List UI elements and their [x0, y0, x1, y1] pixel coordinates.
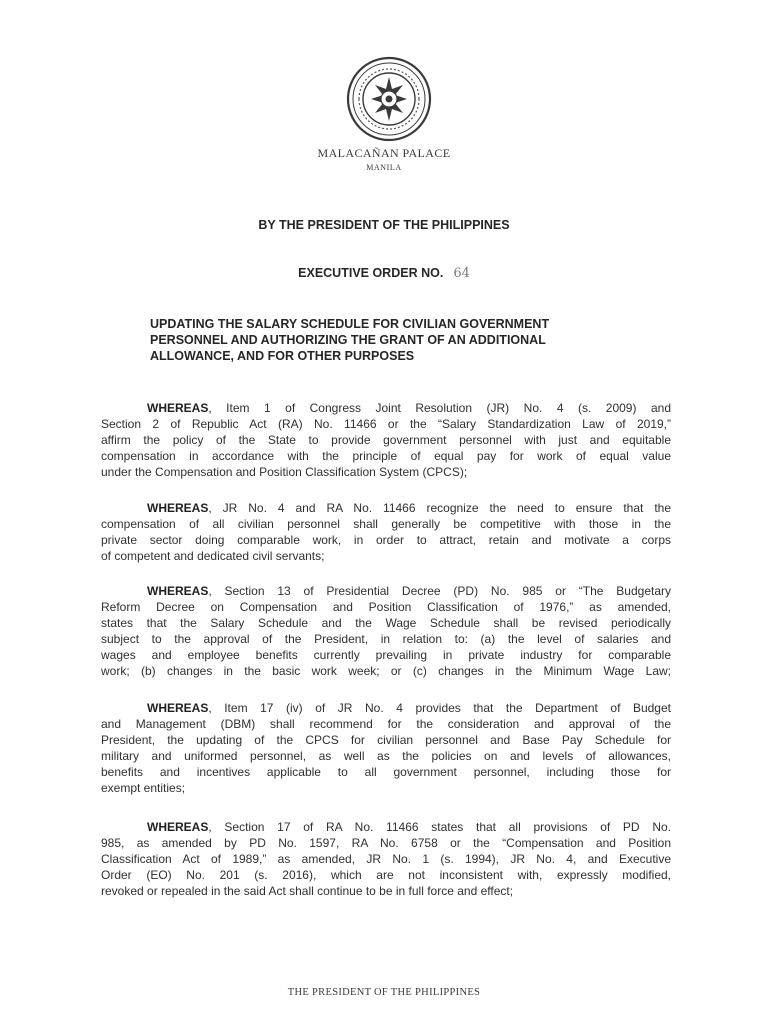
clause-line — [101, 500, 671, 516]
palace-city: MANILA — [366, 163, 402, 172]
palace-name: MALACAÑAN PALACE — [317, 146, 451, 160]
subject-line: PERSONNEL AND AUTHORIZING THE GRANT OF AN ADDITIONAL — [150, 333, 546, 347]
clause-line: under the Compensation and Position Classification System (CPCS); — [101, 465, 468, 479]
clause-line: Section 2 of Republic Act (RA) No. 11466 or the “Salary Standardization Law of 2019,” — [101, 417, 671, 431]
clause-text: , JR No. 4 and RA No. 11466 recognize the need to ensure that the — [208, 501, 671, 515]
whereas-clause — [101, 819, 671, 899]
clause-line: and Management (DBM) shall recommend for the consideration and approval of the — [101, 717, 671, 731]
clause-line: subject to the approval of the President, in relation to: (a) the level of salaries and — [101, 632, 671, 646]
clause-line: President, the updating of the CPCS for civilian personnel and Base Pay Schedule for — [101, 733, 671, 747]
clause-text: , Item 17 (iv) of JR No. 4 provides that the Department of Budget — [208, 701, 671, 715]
clause-line — [101, 700, 671, 716]
subject-line: UPDATING THE SALARY SCHEDULE FOR CIVILIAN GOVERNMENT — [150, 317, 550, 331]
issuing-authority: BY THE PRESIDENT OF THE PHILIPPINES — [258, 218, 510, 232]
whereas-clause — [101, 400, 671, 480]
clause-line: wages and employee benefits currently prevailing in private industry for comparable — [101, 648, 671, 662]
clause-line: exempt entities; — [101, 781, 186, 795]
clause-line: military and uniformed personnel, as well as the policies on and levels of allowances, — [101, 749, 671, 763]
clause-line: states that the Salary Schedule and the Wage Schedule shall be revised periodically — [101, 616, 671, 630]
subject-line: ALLOWANCE, AND FOR OTHER PURPOSES — [150, 349, 415, 363]
whereas-keyword: WHEREAS — [147, 401, 209, 415]
clause-text: , Section 17 of RA No. 11466 states that all provisions of PD No. — [208, 820, 671, 834]
clause-line: compensation of all civilian personnel shall generally be competitive with those in the — [101, 517, 671, 531]
clause-line: Order (EO) No. 201 (s. 2016), which are not inconsistent with, expressly modified, — [101, 868, 671, 882]
clause-line — [101, 400, 671, 416]
clause-line — [101, 819, 671, 835]
page-footer: THE PRESIDENT OF THE PHILIPPINES — [287, 987, 481, 998]
whereas-clause — [101, 583, 671, 679]
clause-line: Reform Decree on Compensation and Position Classification of 1976,” as amended, — [101, 600, 671, 614]
clause-line: revoked or repealed in the said Act shall continue to be in full force and effect; — [101, 884, 514, 898]
clause-line: work; (b) changes in the basic work week; or (c) changes in the Minimum Wage Law; — [101, 664, 671, 678]
clause-line: compensation in accordance with the principle of equal pay for work of equal value — [101, 449, 671, 463]
whereas-clause — [101, 500, 671, 564]
whereas-keyword: WHEREAS — [147, 820, 209, 834]
clause-text: , Item 1 of Congress Joint Resolution (JR) No. 4 (s. 2009) and — [208, 401, 671, 415]
clause-text: , Section 13 of Presidential Decree (PD) No. 985 or “The Budgetary — [208, 584, 671, 598]
executive-order-number: 64 — [453, 266, 470, 281]
executive-order-label: EXECUTIVE ORDER NO. — [298, 266, 444, 280]
clause-line: private sector doing comparable work, in order to attract, retain and motivate a corps — [101, 533, 671, 547]
clause-line — [101, 583, 671, 599]
clause-line: Classification Act of 1989,” as amended, JR No. 1 (s. 1994), JR No. 4, and Executive — [101, 852, 671, 866]
clause-line: of competent and dedicated civil servants; — [101, 549, 325, 563]
clause-line: benefits and incentives applicable to all government personnel, including those for — [101, 765, 671, 779]
clause-line: affirm the policy of the State to provide government personnel with just and equitable — [101, 433, 671, 447]
whereas-keyword: WHEREAS — [147, 584, 209, 598]
executive-order-title — [0, 266, 768, 281]
order-subject — [150, 316, 670, 364]
clause-line: 985, as amended by PD No. 1597, RA No. 6758 or the “Compensation and Position — [101, 836, 671, 850]
whereas-keyword: WHEREAS — [147, 501, 209, 515]
whereas-keyword: WHEREAS — [147, 701, 209, 715]
whereas-clause — [101, 700, 671, 796]
presidential-seal-icon — [345, 55, 433, 143]
